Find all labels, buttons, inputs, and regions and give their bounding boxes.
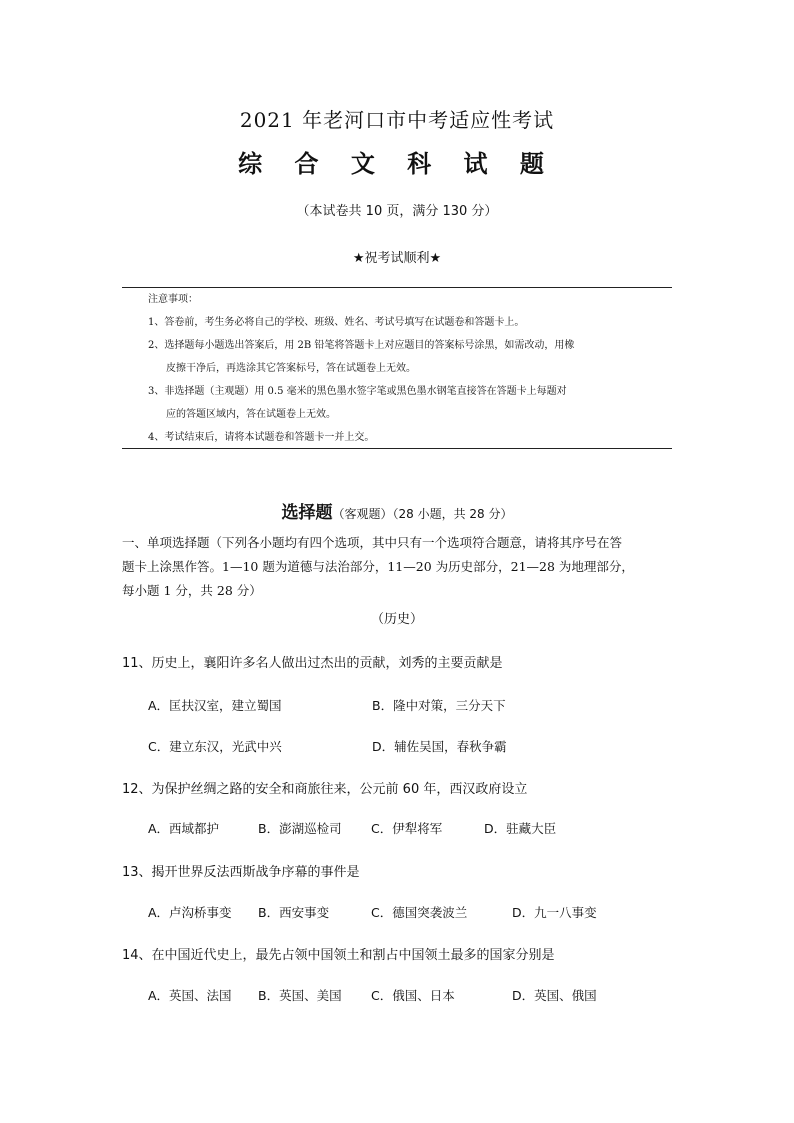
question-stem: 14、在中国近代史上，最先占领中国领土和割占中国领土最多的国家分别是 <box>122 948 555 963</box>
option-c: C．建立东汉，光武中兴 <box>148 739 282 754</box>
section-title <box>0 498 794 523</box>
notice-bottom-rule <box>122 448 672 449</box>
instruction-line: 一、单项选择题（下列各小题均有四个选项，其中只有一个选项符合题意，请将其序号在答 <box>122 535 623 550</box>
option-d: D．九一八事变 <box>512 905 597 920</box>
notice-item: 3、非选择题（主观题）用 0.5 毫米的黑色墨水签字笔或黑色墨水钢笔直接答在答题卡上每题对 <box>148 386 567 397</box>
section-instructions <box>122 531 682 603</box>
notice-item: 皮擦干净后，再选涂其它答案标号，答在试题卷上无效。 <box>166 363 416 374</box>
notice-item: 2、选择题每小题选出答案后，用 2B 铅笔将答题卡上对应题目的答案标号涂黑，如需改动，用橡 <box>148 340 575 351</box>
exam-title: 2021 年老河口市中考适应性考试 <box>239 108 555 132</box>
subject-title: 综 合 文 科 试 题 <box>238 150 556 178</box>
option-b: B．隆中对策，三分天下 <box>372 698 506 713</box>
option-c: C．伊犁将军 <box>371 821 443 836</box>
notice-heading: 注意事项： <box>148 294 198 305</box>
option-a: A．西域都护 <box>148 821 220 836</box>
wish-text: ★祝考试顺利★ <box>352 251 442 266</box>
instruction-line: 每小题 1 分，共 28 分） <box>122 583 262 598</box>
option-d: D．英国、俄国 <box>512 988 597 1003</box>
question-stem: 12、为保护丝绸之路的安全和商旅往来，公元前 60 年，西汉政府设立 <box>122 782 528 797</box>
notice-block <box>148 288 668 449</box>
notice-item: 4、考试结束后，请将本试题卷和答题卡一并上交。 <box>148 432 375 443</box>
option-a: A．英国、法国 <box>148 988 232 1003</box>
question-stem: 13、揭开世界反法西斯战争序幕的事件是 <box>122 865 360 880</box>
notice-item: 1、答卷前，考生务必将自己的学校、班级、姓名、考试号填写在试题卷和答题卡上。 <box>148 317 525 328</box>
notice-item: 应的答题区域内，答在试题卷上无效。 <box>166 409 336 420</box>
option-d: D．辅佐吴国，春秋争霸 <box>372 739 507 754</box>
option-c: C．俄国、日本 <box>371 988 455 1003</box>
option-b: B．澎湖巡检司 <box>258 821 342 836</box>
option-a: A．卢沟桥事变 <box>148 905 232 920</box>
option-b: B．英国、美国 <box>258 988 342 1003</box>
option-d: D．驻藏大臣 <box>484 821 557 836</box>
option-b: B．西安事变 <box>258 905 330 920</box>
part-label: （历史） <box>370 612 423 627</box>
instruction-line: 题卡上涂黑作答。1—10 题为道德与法治部分，11—20 为历史部分，21—28 为地理部分， <box>122 559 634 574</box>
pages-note: （本试卷共 10 页，满分 130 分） <box>296 204 498 219</box>
section-title-main: 选择题 <box>281 503 333 523</box>
question-stem: 11、历史上，襄阳许多名人做出过杰出的贡献，刘秀的主要贡献是 <box>122 656 503 671</box>
option-c: C．德国突袭波兰 <box>371 905 468 920</box>
option-a: A．匡扶汉室，建立蜀国 <box>148 698 282 713</box>
section-title-note: （客观题）（28 小题，共 28 分） <box>332 507 513 521</box>
